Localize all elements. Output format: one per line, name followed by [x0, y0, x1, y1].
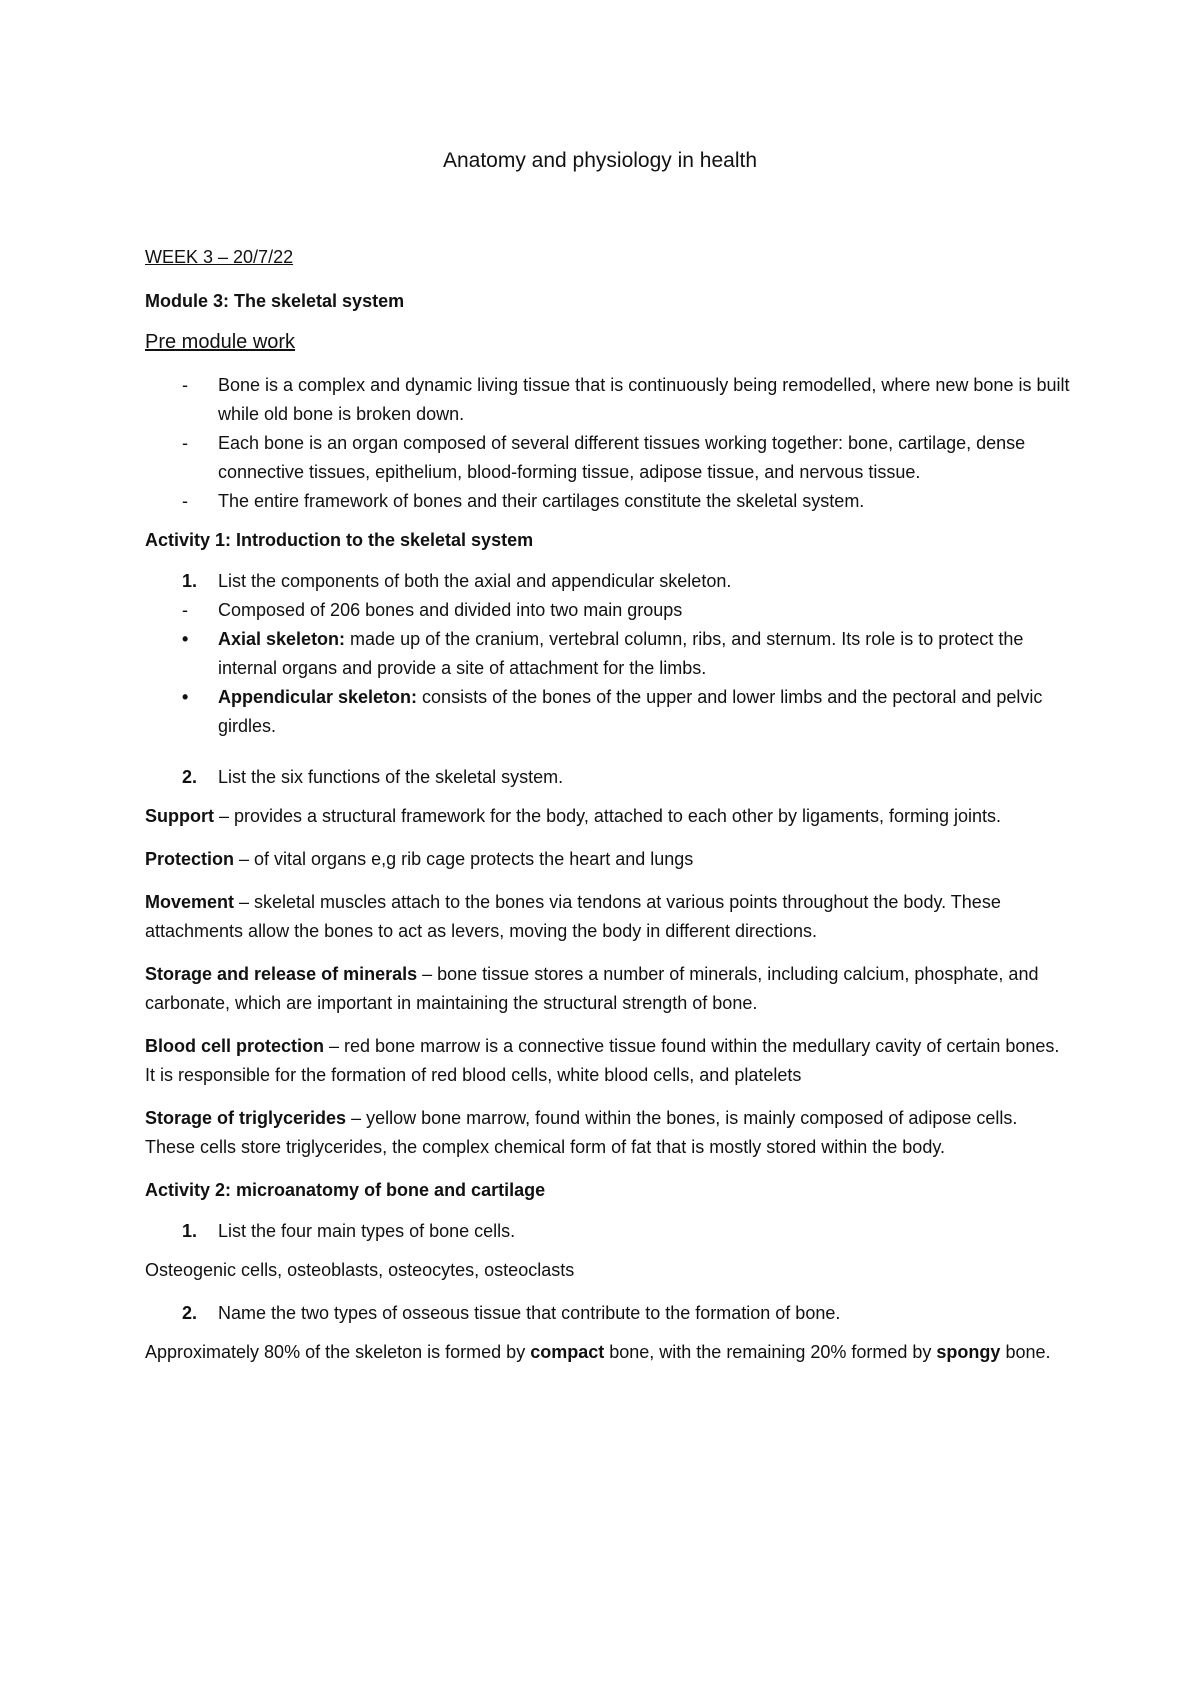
document-title: Anatomy and physiology in health [442, 149, 758, 172]
activity1-list [145, 567, 1070, 741]
function-paragraph [145, 888, 1070, 946]
list-item [145, 596, 1070, 625]
function-text: – provides a structural framework for the body, attached to each other by ligaments, forming joints. [214, 806, 1002, 826]
list-item [145, 625, 1070, 683]
list-item [145, 487, 1070, 516]
list-item [145, 567, 1070, 596]
function-text: – red bone marrow is a connective tissue found within the medullary cavity of certain bones. It is responsible for the formation of red blood cells, white blood cells, and platelets [145, 1036, 1060, 1085]
appendicular-text: consists of the bones of the upper and lower limbs and the pectoral and pelvic girdles. [218, 687, 1043, 736]
list-item [145, 371, 1070, 429]
pre-module-heading: Pre module work [145, 331, 296, 353]
number-marker: 1. [182, 1221, 198, 1241]
dash-marker: - [182, 433, 188, 453]
function-text: – yellow bone marrow, found within the bones, is mainly composed of adipose cells. These cells store triglycerides, the complex chemical form of fat that is mostly stored within the body. [145, 1108, 1018, 1157]
function-label: Blood cell protection [145, 1036, 325, 1056]
activity1-question2-list [145, 763, 1070, 792]
list-item [145, 763, 1070, 792]
activity2-heading: Activity 2: microanatomy of bone and cartilage [145, 1180, 546, 1200]
dash-marker: - [182, 491, 188, 511]
bullet-marker: • [182, 629, 189, 649]
activity2-question1-list [145, 1217, 1070, 1246]
function-label: Storage of triglycerides [145, 1108, 347, 1128]
pre-module-list [145, 371, 1070, 516]
dash-marker: - [182, 600, 188, 620]
function-paragraph [145, 1032, 1070, 1090]
list-item-text: The entire framework of bones and their cartilages constitute the skeletal system. [218, 491, 865, 511]
answer-paragraph [145, 1338, 1070, 1367]
dash-marker: - [182, 375, 188, 395]
spongy-term: spongy [936, 1342, 1001, 1362]
question-text: List the components of both the axial and appendicular skeleton. [218, 571, 732, 591]
function-paragraph [145, 802, 1070, 831]
list-item-text: Composed of 206 bones and divided into two main groups [218, 600, 683, 620]
question-text: Name the two types of osseous tissue that contribute to the formation of bone. [218, 1303, 841, 1323]
list-item [145, 1299, 1070, 1328]
number-marker: 2. [182, 1303, 198, 1323]
module-heading: Module 3: The skeletal system [145, 291, 405, 311]
activity1-heading: Activity 1: Introduction to the skeletal system [145, 530, 534, 550]
answer-text: bone, with the remaining 20% formed by [604, 1342, 937, 1362]
function-text: – of vital organs e,g rib cage protects the heart and lungs [234, 849, 694, 869]
axial-text: made up of the cranium, vertebral column, ribs, and sternum. Its role is to protect the internal organs and provide a site of attachment for the limbs. [218, 629, 1024, 678]
list-item-text: Each bone is an organ composed of several different tissues working together: bone, cartilage, dense connective tissues, epithelium, blood-forming tissue, adipose tissue, and nervous tissue. [218, 433, 1026, 482]
axial-label: Axial skeleton: [218, 629, 346, 649]
answer-text: bone. [1000, 1342, 1051, 1362]
answer-paragraph: Osteogenic cells, osteoblasts, osteocytes, osteoclasts [145, 1260, 575, 1280]
appendicular-label: Appendicular skeleton: [218, 687, 418, 707]
document-body [145, 243, 1070, 1381]
question-text: List the four main types of bone cells. [218, 1221, 516, 1241]
function-label: Support [145, 806, 214, 826]
list-item-text: Bone is a complex and dynamic living tissue that is continuously being remodelled, where new bone is built while old bone is broken down. [218, 375, 1070, 424]
list-item [145, 1217, 1070, 1246]
function-paragraph [145, 1104, 1070, 1162]
list-item [145, 683, 1070, 741]
function-label: Movement [145, 892, 235, 912]
number-marker: 2. [182, 767, 198, 787]
activity2-question2-list [145, 1299, 1070, 1328]
answer-text: Approximately 80% of the skeleton is formed by [145, 1342, 531, 1362]
function-label: Protection [145, 849, 235, 869]
list-item [145, 429, 1070, 487]
week-date-line: WEEK 3 – 20/7/22 [145, 247, 294, 267]
question-text: List the six functions of the skeletal system. [218, 767, 564, 787]
function-label: Storage and release of minerals [145, 964, 418, 984]
compact-term: compact [530, 1342, 605, 1362]
function-paragraph [145, 845, 1070, 874]
bullet-marker: • [182, 687, 189, 707]
function-text: – bone tissue stores a number of minerals, including calcium, phosphate, and carbonate, which are important in maintaining the structural strength of bone. [145, 964, 1039, 1013]
function-text: – skeletal muscles attach to the bones via tendons at various points throughout the body. These attachments allow the bones to act as levers, moving the body in different directions. [145, 892, 1001, 941]
function-paragraph [145, 960, 1070, 1018]
number-marker: 1. [182, 571, 198, 591]
